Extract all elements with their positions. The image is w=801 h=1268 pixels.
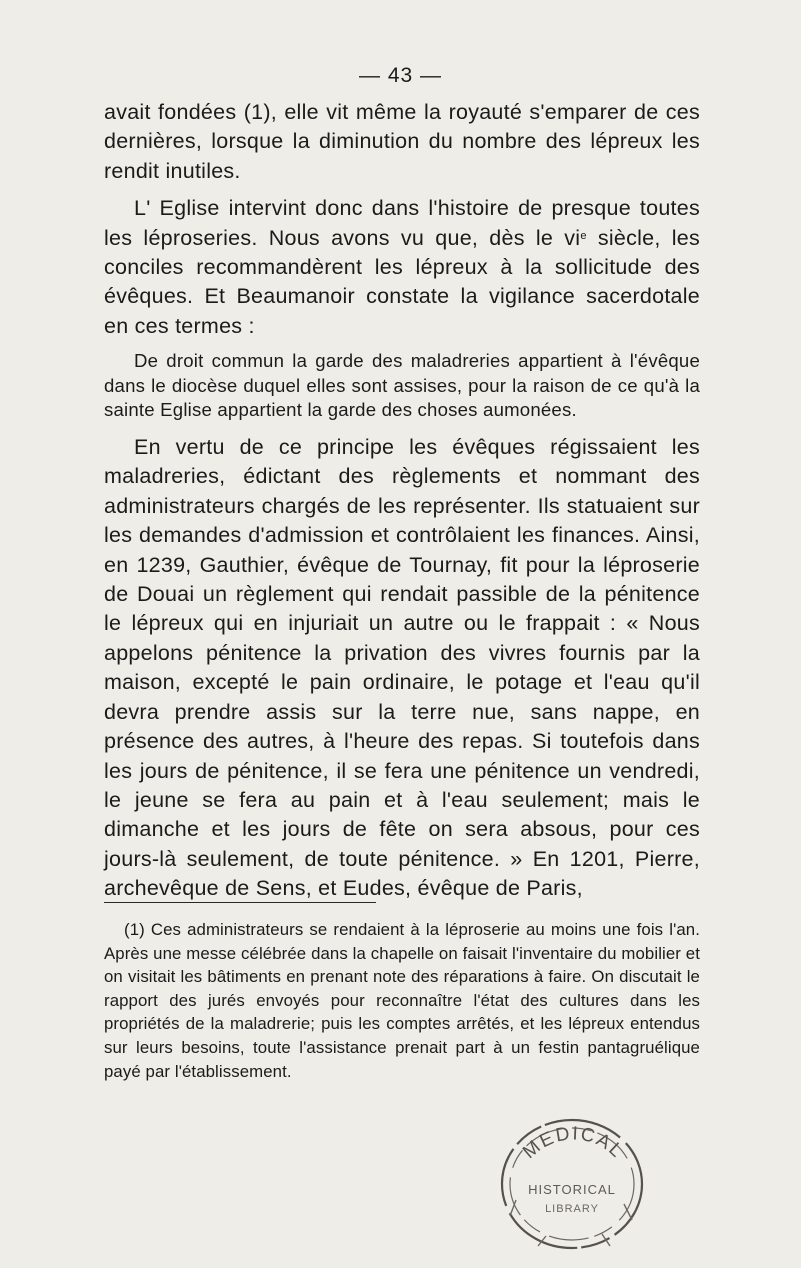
superscript-e: e: [580, 229, 587, 242]
paragraph-3: En vertu de ce principe les évêques régissaient les maladreries, édictant des règlements et nommant des administrateurs chargés de les représenter. Ils statuaient sur les demandes d'admission et contrôlaient les finances. Ainsi, en 1239, Gauthier, évêque de Tournay, fit pour la léproserie de Douai un règlement qui rendait passible de la pénitence le lépreux qui en injuriait un autre ou le frappait : « Nous appelons pénitence la privation des vivres fournis par la maison, excepté le pain ordinaire, le potage et l'eau qu'il devra prendre assis sur la terre nue, sans nappe, en présence des autres, à l'heure des repas. Si toutefois dans les jours de pénitence, il se fera une pénitence un vendredi, le jeune se fera au pain et à l'eau seulement; mais le dimanche et les jours de fête on sera absous, pour ces jours-là seulement, de toute pénitence. » En 1201, Pierre, archevêque de Sens, et Eudes, évêque de Paris,: [104, 435, 700, 901]
library-stamp-graphic: [486, 1104, 656, 1254]
main-text: [104, 98, 700, 912]
paragraph-2-part-b: siècle, les conciles recommandèrent les lépreux à la sollicitude des évêques. Et Beaumanoir constate la vigilance sacerdotale en ces termes :: [104, 225, 700, 338]
stamp-top-text: MEDICAL: [519, 1123, 628, 1164]
paragraph-1: avait fondées (1), elle vit même la royauté s'emparer de ces dernières, lorsque la diminution du nombre des lépreux les rendit inutiles.: [104, 100, 700, 183]
beaumanoir-quote: De droit commun la garde des maladreries appartient à l'évêque dans le diocèse duquel elles sont assises, pour la raison de ce qu'à la sainte Eglise appartient la garde des choses aumonées.: [104, 350, 700, 421]
stamp-line-1: HISTORICAL: [528, 1182, 616, 1197]
footnote: (1) Ces administrateurs se rendaient à la léproserie au moins une fois l'an. Après une messe célébrée dans la chapelle on faisait l'inventaire du mobilier et on visitait les bâtiments en prenant note des réparations à faire. On discutait le rapport des jurés envoyés pour reconnaître l'état des cultures dans les propriétés de la maladrerie; puis les comptes arrêtés, et les lépreux entendus sur leurs besoins, toute l'assistance prenait part à un festin pantagruélique payé par l'établissement.: [104, 920, 700, 1081]
library-stamp: [486, 1104, 656, 1254]
stamp-line-2: LIBRARY: [545, 1203, 599, 1215]
page-number: — 43 —: [358, 64, 443, 87]
footnote-rule: [104, 902, 376, 903]
paragraph-2-part-a: L' Eglise intervint donc dans l'histoire de presque toutes les léproseries. Nous avons vu que, dès le vi: [104, 196, 700, 250]
paragraph-2: [104, 194, 700, 341]
